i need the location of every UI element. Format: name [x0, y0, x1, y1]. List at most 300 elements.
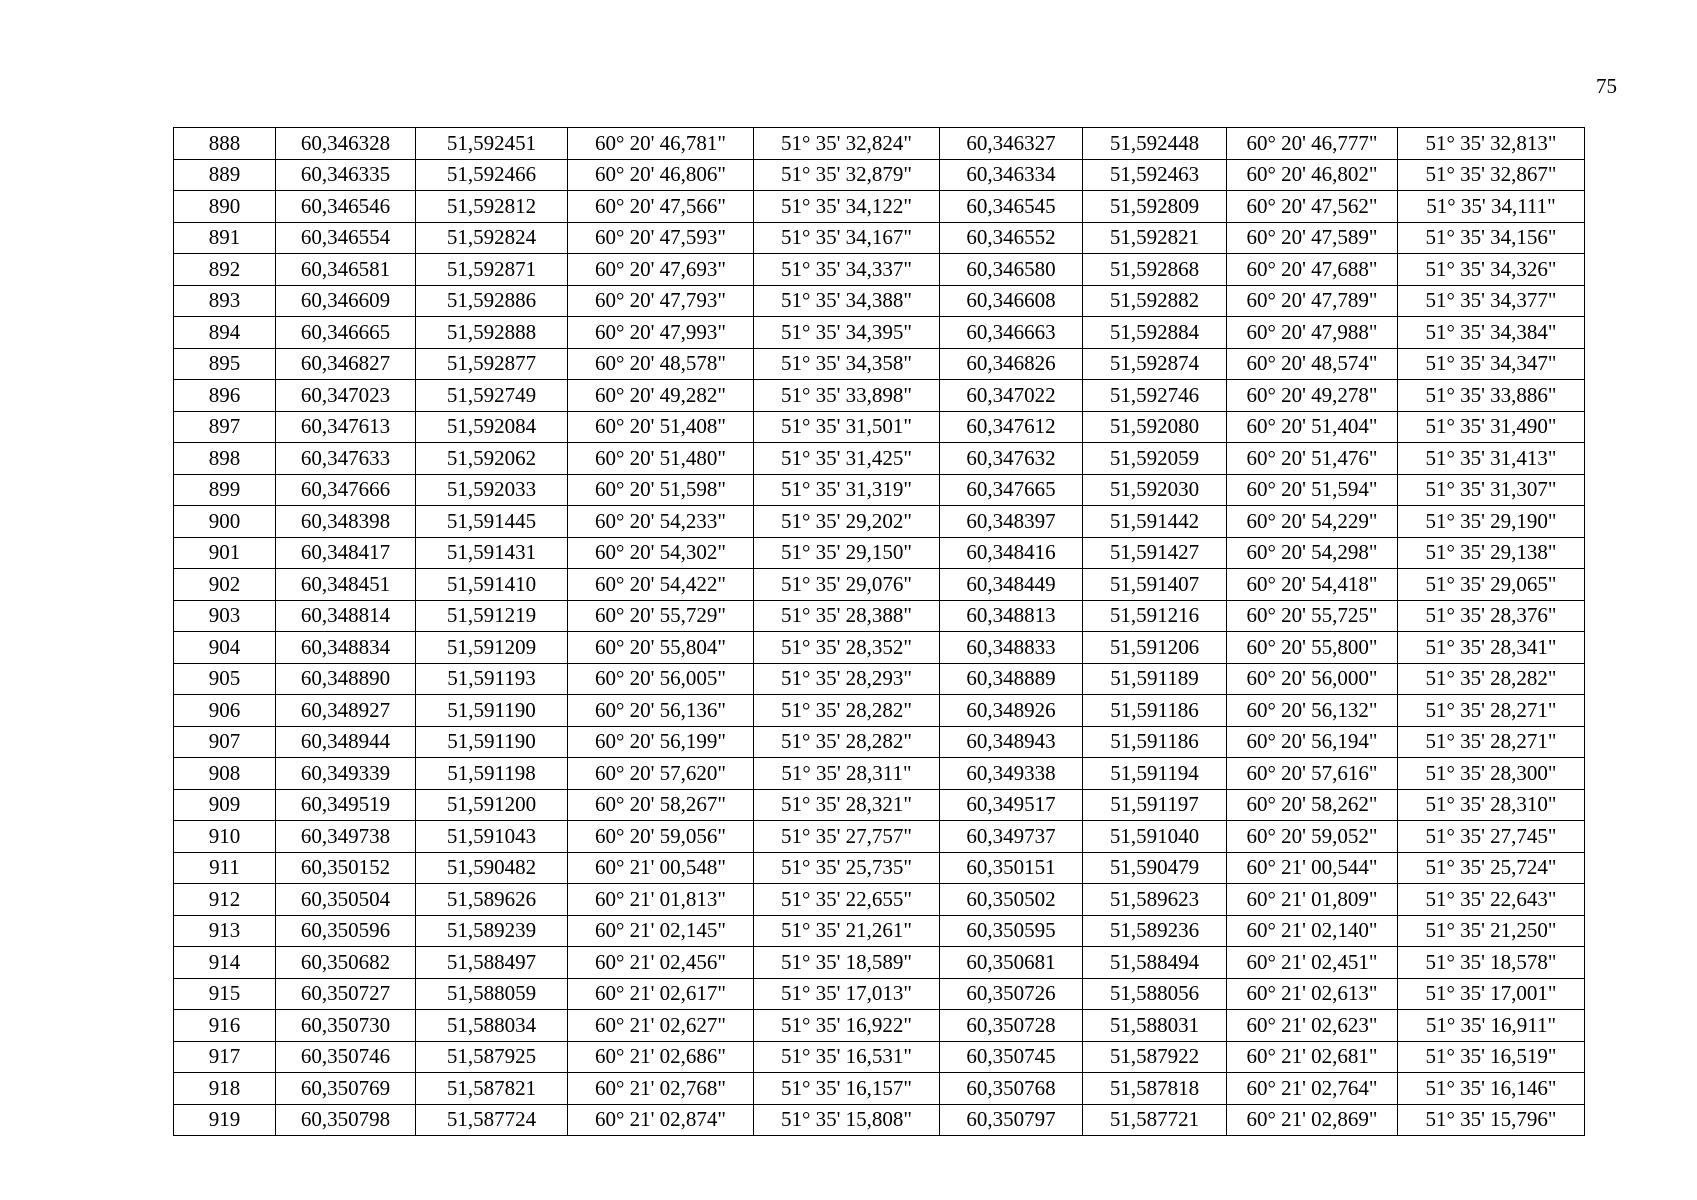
- table-row: [174, 1104, 1585, 1136]
- cell-longitude-decimal-2: 60,346580: [940, 254, 1083, 286]
- cell-latitude-decimal-2: 51,591427: [1083, 537, 1227, 569]
- cell-longitude-decimal-1: 60,349519: [276, 789, 416, 821]
- cell-longitude-dms-1: 60° 20' 55,804": [568, 632, 754, 664]
- cell-longitude-dms-2: 60° 21' 01,809": [1227, 884, 1398, 916]
- cell-latitude-decimal-1: 51,592888: [416, 317, 568, 349]
- cell-longitude-dms-2: 60° 20' 57,616": [1227, 758, 1398, 790]
- cell-latitude-decimal-1: 51,588497: [416, 947, 568, 979]
- cell-longitude-decimal-1: 60,347633: [276, 443, 416, 475]
- cell-longitude-decimal-1: 60,347666: [276, 474, 416, 506]
- cell-point-number: 896: [174, 380, 276, 412]
- cell-longitude-dms-1: 60° 21' 02,456": [568, 947, 754, 979]
- cell-longitude-dms-1: 60° 20' 54,302": [568, 537, 754, 569]
- cell-latitude-dms-1: 51° 35' 21,261": [754, 915, 940, 947]
- cell-longitude-dms-1: 60° 21' 02,874": [568, 1104, 754, 1136]
- cell-longitude-decimal-2: 60,347632: [940, 443, 1083, 475]
- table-row: [174, 128, 1585, 160]
- table-row: [174, 821, 1585, 853]
- table-row: [174, 222, 1585, 254]
- cell-longitude-dms-1: 60° 20' 56,005": [568, 663, 754, 695]
- cell-latitude-dms-1: 51° 35' 28,282": [754, 695, 940, 727]
- cell-longitude-dms-2: 60° 20' 47,789": [1227, 285, 1398, 317]
- cell-longitude-dms-2: 60° 20' 48,574": [1227, 348, 1398, 380]
- cell-longitude-decimal-1: 60,350798: [276, 1104, 416, 1136]
- cell-latitude-dms-2: 51° 35' 32,867": [1398, 159, 1585, 191]
- cell-latitude-decimal-1: 51,589239: [416, 915, 568, 947]
- cell-point-number: 918: [174, 1073, 276, 1105]
- cell-longitude-decimal-2: 60,347665: [940, 474, 1083, 506]
- cell-latitude-decimal-2: 51,592809: [1083, 191, 1227, 223]
- cell-longitude-decimal-1: 60,348834: [276, 632, 416, 664]
- cell-latitude-decimal-2: 51,591442: [1083, 506, 1227, 538]
- cell-longitude-decimal-2: 60,350768: [940, 1073, 1083, 1105]
- cell-latitude-decimal-1: 51,591219: [416, 600, 568, 632]
- cell-latitude-decimal-2: 51,592868: [1083, 254, 1227, 286]
- cell-longitude-decimal-2: 60,348833: [940, 632, 1083, 664]
- cell-latitude-decimal-2: 51,589236: [1083, 915, 1227, 947]
- cell-longitude-decimal-1: 60,350730: [276, 1010, 416, 1042]
- cell-longitude-dms-2: 60° 20' 47,688": [1227, 254, 1398, 286]
- cell-longitude-decimal-2: 60,347612: [940, 411, 1083, 443]
- cell-longitude-dms-1: 60° 20' 46,781": [568, 128, 754, 160]
- cell-latitude-dms-2: 51° 35' 31,307": [1398, 474, 1585, 506]
- cell-point-number: 890: [174, 191, 276, 223]
- cell-latitude-decimal-1: 51,592033: [416, 474, 568, 506]
- cell-point-number: 916: [174, 1010, 276, 1042]
- table-row: [174, 695, 1585, 727]
- cell-latitude-decimal-2: 51,592882: [1083, 285, 1227, 317]
- cell-latitude-dms-1: 51° 35' 28,321": [754, 789, 940, 821]
- cell-longitude-decimal-2: 60,346552: [940, 222, 1083, 254]
- cell-latitude-dms-2: 51° 35' 17,001": [1398, 978, 1585, 1010]
- cell-longitude-dms-2: 60° 21' 02,623": [1227, 1010, 1398, 1042]
- table-row: [174, 443, 1585, 475]
- cell-point-number: 901: [174, 537, 276, 569]
- cell-latitude-dms-2: 51° 35' 28,271": [1398, 726, 1585, 758]
- table-row: [174, 884, 1585, 916]
- cell-latitude-dms-1: 51° 35' 34,358": [754, 348, 940, 380]
- coordinates-table-body: [174, 128, 1585, 1136]
- cell-longitude-dms-2: 60° 20' 47,988": [1227, 317, 1398, 349]
- cell-longitude-decimal-2: 60,346663: [940, 317, 1083, 349]
- cell-point-number: 914: [174, 947, 276, 979]
- cell-latitude-decimal-2: 51,591186: [1083, 726, 1227, 758]
- cell-longitude-decimal-2: 60,348813: [940, 600, 1083, 632]
- table-row: [174, 663, 1585, 695]
- cell-latitude-dms-1: 51° 35' 15,808": [754, 1104, 940, 1136]
- table-row: [174, 191, 1585, 223]
- cell-latitude-dms-1: 51° 35' 31,319": [754, 474, 940, 506]
- cell-latitude-decimal-1: 51,592084: [416, 411, 568, 443]
- cell-latitude-decimal-2: 51,591189: [1083, 663, 1227, 695]
- cell-latitude-decimal-1: 51,592749: [416, 380, 568, 412]
- cell-longitude-dms-2: 60° 20' 59,052": [1227, 821, 1398, 853]
- cell-longitude-dms-1: 60° 20' 51,598": [568, 474, 754, 506]
- cell-latitude-decimal-1: 51,587821: [416, 1073, 568, 1105]
- cell-longitude-dms-2: 60° 20' 58,262": [1227, 789, 1398, 821]
- cell-longitude-dms-1: 60° 20' 55,729": [568, 600, 754, 632]
- cell-latitude-dms-2: 51° 35' 16,519": [1398, 1041, 1585, 1073]
- cell-latitude-dms-1: 51° 35' 34,122": [754, 191, 940, 223]
- cell-longitude-decimal-1: 60,348944: [276, 726, 416, 758]
- cell-latitude-dms-2: 51° 35' 34,384": [1398, 317, 1585, 349]
- cell-latitude-decimal-1: 51,591190: [416, 695, 568, 727]
- cell-latitude-decimal-2: 51,587818: [1083, 1073, 1227, 1105]
- cell-longitude-dms-2: 60° 20' 47,562": [1227, 191, 1398, 223]
- cell-latitude-decimal-1: 51,591200: [416, 789, 568, 821]
- cell-latitude-decimal-1: 51,591209: [416, 632, 568, 664]
- cell-latitude-decimal-1: 51,591445: [416, 506, 568, 538]
- cell-point-number: 908: [174, 758, 276, 790]
- cell-latitude-decimal-1: 51,591198: [416, 758, 568, 790]
- cell-longitude-dms-2: 60° 20' 54,298": [1227, 537, 1398, 569]
- cell-longitude-dms-2: 60° 21' 00,544": [1227, 852, 1398, 884]
- cell-longitude-dms-1: 60° 21' 02,145": [568, 915, 754, 947]
- cell-longitude-dms-1: 60° 20' 47,593": [568, 222, 754, 254]
- cell-latitude-decimal-1: 51,591410: [416, 569, 568, 601]
- cell-longitude-dms-2: 60° 20' 56,000": [1227, 663, 1398, 695]
- cell-longitude-decimal-1: 60,349738: [276, 821, 416, 853]
- cell-longitude-dms-2: 60° 20' 47,589": [1227, 222, 1398, 254]
- cell-latitude-dms-2: 51° 35' 31,413": [1398, 443, 1585, 475]
- cell-longitude-dms-2: 60° 21' 02,140": [1227, 915, 1398, 947]
- cell-longitude-decimal-2: 60,350681: [940, 947, 1083, 979]
- cell-longitude-dms-1: 60° 21' 01,813": [568, 884, 754, 916]
- cell-latitude-dms-1: 51° 35' 33,898": [754, 380, 940, 412]
- cell-latitude-dms-1: 51° 35' 34,395": [754, 317, 940, 349]
- cell-longitude-dms-2: 60° 20' 54,229": [1227, 506, 1398, 538]
- cell-longitude-dms-2: 60° 20' 46,802": [1227, 159, 1398, 191]
- cell-longitude-decimal-1: 60,348417: [276, 537, 416, 569]
- cell-longitude-decimal-1: 60,346609: [276, 285, 416, 317]
- cell-longitude-dms-2: 60° 20' 55,725": [1227, 600, 1398, 632]
- cell-latitude-decimal-1: 51,588034: [416, 1010, 568, 1042]
- cell-longitude-decimal-2: 60,347022: [940, 380, 1083, 412]
- cell-latitude-dms-2: 51° 35' 34,156": [1398, 222, 1585, 254]
- table-row: [174, 978, 1585, 1010]
- cell-longitude-decimal-1: 60,346328: [276, 128, 416, 160]
- table-row: [174, 600, 1585, 632]
- cell-longitude-dms-1: 60° 20' 59,056": [568, 821, 754, 853]
- cell-latitude-decimal-1: 51,592877: [416, 348, 568, 380]
- cell-point-number: 919: [174, 1104, 276, 1136]
- cell-latitude-dms-2: 51° 35' 16,146": [1398, 1073, 1585, 1105]
- table-row: [174, 1010, 1585, 1042]
- cell-longitude-dms-2: 60° 20' 46,777": [1227, 128, 1398, 160]
- cell-latitude-decimal-1: 51,592451: [416, 128, 568, 160]
- cell-latitude-dms-2: 51° 35' 32,813": [1398, 128, 1585, 160]
- cell-longitude-decimal-2: 60,350728: [940, 1010, 1083, 1042]
- cell-longitude-decimal-1: 60,350727: [276, 978, 416, 1010]
- cell-longitude-decimal-2: 60,350745: [940, 1041, 1083, 1073]
- cell-latitude-decimal-1: 51,588059: [416, 978, 568, 1010]
- table-row: [174, 317, 1585, 349]
- cell-latitude-decimal-2: 51,591407: [1083, 569, 1227, 601]
- cell-point-number: 897: [174, 411, 276, 443]
- cell-latitude-dms-1: 51° 35' 34,337": [754, 254, 940, 286]
- cell-longitude-decimal-2: 60,348889: [940, 663, 1083, 695]
- table-row: [174, 1041, 1585, 1073]
- cell-longitude-decimal-1: 60,348927: [276, 695, 416, 727]
- cell-longitude-dms-1: 60° 20' 49,282": [568, 380, 754, 412]
- cell-point-number: 904: [174, 632, 276, 664]
- cell-longitude-decimal-1: 60,346827: [276, 348, 416, 380]
- cell-point-number: 906: [174, 695, 276, 727]
- cell-longitude-decimal-1: 60,348890: [276, 663, 416, 695]
- cell-latitude-decimal-2: 51,589623: [1083, 884, 1227, 916]
- table-row: [174, 1073, 1585, 1105]
- cell-latitude-dms-2: 51° 35' 28,376": [1398, 600, 1585, 632]
- cell-longitude-dms-2: 60° 20' 55,800": [1227, 632, 1398, 664]
- cell-latitude-dms-1: 51° 35' 31,425": [754, 443, 940, 475]
- cell-latitude-dms-2: 51° 35' 33,886": [1398, 380, 1585, 412]
- table-row: [174, 254, 1585, 286]
- cell-latitude-decimal-2: 51,591186: [1083, 695, 1227, 727]
- cell-longitude-dms-1: 60° 20' 46,806": [568, 159, 754, 191]
- cell-latitude-decimal-2: 51,591216: [1083, 600, 1227, 632]
- table-row: [174, 632, 1585, 664]
- cell-point-number: 891: [174, 222, 276, 254]
- cell-longitude-decimal-1: 60,350682: [276, 947, 416, 979]
- cell-latitude-decimal-1: 51,592871: [416, 254, 568, 286]
- cell-latitude-dms-1: 51° 35' 16,922": [754, 1010, 940, 1042]
- cell-point-number: 905: [174, 663, 276, 695]
- cell-latitude-decimal-2: 51,588031: [1083, 1010, 1227, 1042]
- cell-latitude-dms-2: 51° 35' 28,341": [1398, 632, 1585, 664]
- cell-latitude-dms-2: 51° 35' 31,490": [1398, 411, 1585, 443]
- cell-latitude-dms-2: 51° 35' 29,138": [1398, 537, 1585, 569]
- cell-latitude-dms-2: 51° 35' 29,190": [1398, 506, 1585, 538]
- cell-longitude-decimal-1: 60,346554: [276, 222, 416, 254]
- cell-longitude-decimal-2: 60,350726: [940, 978, 1083, 1010]
- cell-longitude-decimal-2: 60,348449: [940, 569, 1083, 601]
- cell-longitude-decimal-2: 60,350595: [940, 915, 1083, 947]
- cell-longitude-dms-1: 60° 20' 57,620": [568, 758, 754, 790]
- cell-longitude-decimal-1: 60,349339: [276, 758, 416, 790]
- cell-latitude-decimal-2: 51,592746: [1083, 380, 1227, 412]
- cell-latitude-dms-1: 51° 35' 34,388": [754, 285, 940, 317]
- cell-longitude-dms-1: 60° 21' 00,548": [568, 852, 754, 884]
- cell-longitude-dms-2: 60° 21' 02,613": [1227, 978, 1398, 1010]
- cell-latitude-decimal-2: 51,591206: [1083, 632, 1227, 664]
- cell-latitude-dms-2: 51° 35' 28,271": [1398, 695, 1585, 727]
- cell-latitude-dms-2: 51° 35' 28,310": [1398, 789, 1585, 821]
- cell-point-number: 888: [174, 128, 276, 160]
- cell-longitude-decimal-2: 60,349517: [940, 789, 1083, 821]
- cell-latitude-decimal-2: 51,592448: [1083, 128, 1227, 160]
- cell-point-number: 894: [174, 317, 276, 349]
- table-row: [174, 726, 1585, 758]
- cell-latitude-decimal-2: 51,592821: [1083, 222, 1227, 254]
- cell-longitude-decimal-2: 60,350151: [940, 852, 1083, 884]
- cell-latitude-dms-2: 51° 35' 21,250": [1398, 915, 1585, 947]
- cell-longitude-dms-2: 60° 20' 49,278": [1227, 380, 1398, 412]
- cell-latitude-decimal-1: 51,591190: [416, 726, 568, 758]
- cell-latitude-dms-2: 51° 35' 15,796": [1398, 1104, 1585, 1136]
- cell-longitude-dms-1: 60° 20' 58,267": [568, 789, 754, 821]
- cell-longitude-decimal-2: 60,349737: [940, 821, 1083, 853]
- cell-longitude-decimal-2: 60,348926: [940, 695, 1083, 727]
- cell-latitude-dms-2: 51° 35' 18,578": [1398, 947, 1585, 979]
- cell-longitude-decimal-2: 60,346608: [940, 285, 1083, 317]
- cell-latitude-decimal-2: 51,592030: [1083, 474, 1227, 506]
- cell-point-number: 895: [174, 348, 276, 380]
- cell-latitude-decimal-1: 51,592886: [416, 285, 568, 317]
- cell-latitude-decimal-2: 51,588494: [1083, 947, 1227, 979]
- cell-longitude-decimal-1: 60,346665: [276, 317, 416, 349]
- cell-longitude-decimal-1: 60,347023: [276, 380, 416, 412]
- cell-latitude-decimal-1: 51,587724: [416, 1104, 568, 1136]
- table-row: [174, 915, 1585, 947]
- cell-latitude-decimal-2: 51,592874: [1083, 348, 1227, 380]
- cell-longitude-decimal-2: 60,346545: [940, 191, 1083, 223]
- cell-latitude-decimal-2: 51,592463: [1083, 159, 1227, 191]
- cell-longitude-decimal-1: 60,350504: [276, 884, 416, 916]
- cell-longitude-decimal-1: 60,346581: [276, 254, 416, 286]
- cell-latitude-decimal-2: 51,592059: [1083, 443, 1227, 475]
- cell-latitude-decimal-1: 51,592812: [416, 191, 568, 223]
- cell-longitude-dms-2: 60° 21' 02,681": [1227, 1041, 1398, 1073]
- cell-latitude-dms-1: 51° 35' 28,311": [754, 758, 940, 790]
- cell-longitude-decimal-2: 60,349338: [940, 758, 1083, 790]
- cell-longitude-dms-2: 60° 20' 56,132": [1227, 695, 1398, 727]
- cell-longitude-decimal-1: 60,347613: [276, 411, 416, 443]
- cell-latitude-dms-1: 51° 35' 34,167": [754, 222, 940, 254]
- cell-longitude-decimal-2: 60,346334: [940, 159, 1083, 191]
- cell-longitude-dms-1: 60° 20' 47,693": [568, 254, 754, 286]
- cell-latitude-decimal-1: 51,591043: [416, 821, 568, 853]
- cell-latitude-dms-1: 51° 35' 29,076": [754, 569, 940, 601]
- cell-longitude-dms-2: 60° 20' 51,476": [1227, 443, 1398, 475]
- cell-longitude-dms-2: 60° 20' 54,418": [1227, 569, 1398, 601]
- cell-latitude-decimal-1: 51,591193: [416, 663, 568, 695]
- cell-longitude-decimal-2: 60,346327: [940, 128, 1083, 160]
- cell-latitude-dms-1: 51° 35' 29,202": [754, 506, 940, 538]
- cell-point-number: 917: [174, 1041, 276, 1073]
- cell-latitude-decimal-1: 51,589626: [416, 884, 568, 916]
- cell-longitude-decimal-1: 60,350596: [276, 915, 416, 947]
- cell-longitude-dms-1: 60° 21' 02,627": [568, 1010, 754, 1042]
- cell-longitude-decimal-1: 60,350746: [276, 1041, 416, 1073]
- cell-longitude-decimal-2: 60,350502: [940, 884, 1083, 916]
- cell-latitude-dms-1: 51° 35' 28,388": [754, 600, 940, 632]
- cell-longitude-dms-1: 60° 20' 47,566": [568, 191, 754, 223]
- cell-longitude-decimal-2: 60,348397: [940, 506, 1083, 538]
- cell-point-number: 910: [174, 821, 276, 853]
- cell-latitude-dms-1: 51° 35' 32,879": [754, 159, 940, 191]
- cell-latitude-decimal-2: 51,587721: [1083, 1104, 1227, 1136]
- cell-longitude-dms-1: 60° 20' 54,422": [568, 569, 754, 601]
- cell-point-number: 911: [174, 852, 276, 884]
- cell-point-number: 892: [174, 254, 276, 286]
- cell-latitude-dms-2: 51° 35' 28,282": [1398, 663, 1585, 695]
- cell-longitude-dms-1: 60° 20' 54,233": [568, 506, 754, 538]
- cell-longitude-dms-2: 60° 20' 56,194": [1227, 726, 1398, 758]
- cell-point-number: 900: [174, 506, 276, 538]
- cell-latitude-dms-1: 51° 35' 18,589": [754, 947, 940, 979]
- cell-latitude-dms-1: 51° 35' 28,293": [754, 663, 940, 695]
- cell-longitude-dms-2: 60° 20' 51,594": [1227, 474, 1398, 506]
- cell-point-number: 893: [174, 285, 276, 317]
- cell-latitude-decimal-1: 51,592824: [416, 222, 568, 254]
- cell-longitude-dms-2: 60° 21' 02,764": [1227, 1073, 1398, 1105]
- cell-longitude-dms-2: 60° 21' 02,451": [1227, 947, 1398, 979]
- page-number: 75: [1596, 74, 1617, 98]
- cell-latitude-dms-1: 51° 35' 17,013": [754, 978, 940, 1010]
- table-row: [174, 789, 1585, 821]
- cell-longitude-dms-1: 60° 20' 56,199": [568, 726, 754, 758]
- cell-latitude-decimal-2: 51,591194: [1083, 758, 1227, 790]
- table-row: [174, 569, 1585, 601]
- cell-point-number: 913: [174, 915, 276, 947]
- cell-longitude-dms-1: 60° 20' 47,993": [568, 317, 754, 349]
- cell-longitude-decimal-1: 60,350769: [276, 1073, 416, 1105]
- cell-latitude-dms-1: 51° 35' 29,150": [754, 537, 940, 569]
- cell-latitude-decimal-2: 51,591197: [1083, 789, 1227, 821]
- cell-latitude-decimal-1: 51,592062: [416, 443, 568, 475]
- cell-latitude-decimal-2: 51,587922: [1083, 1041, 1227, 1073]
- cell-latitude-dms-2: 51° 35' 28,300": [1398, 758, 1585, 790]
- cell-latitude-dms-2: 51° 35' 34,377": [1398, 285, 1585, 317]
- cell-longitude-dms-1: 60° 21' 02,686": [568, 1041, 754, 1073]
- cell-longitude-decimal-1: 60,346335: [276, 159, 416, 191]
- table-row: [174, 758, 1585, 790]
- cell-latitude-decimal-1: 51,590482: [416, 852, 568, 884]
- cell-longitude-dms-1: 60° 20' 51,408": [568, 411, 754, 443]
- cell-point-number: 899: [174, 474, 276, 506]
- table-row: [174, 411, 1585, 443]
- table-row: [174, 506, 1585, 538]
- cell-longitude-dms-1: 60° 20' 51,480": [568, 443, 754, 475]
- cell-latitude-dms-1: 51° 35' 28,352": [754, 632, 940, 664]
- cell-latitude-decimal-2: 51,591040: [1083, 821, 1227, 853]
- cell-latitude-dms-1: 51° 35' 16,157": [754, 1073, 940, 1105]
- cell-longitude-dms-1: 60° 20' 56,136": [568, 695, 754, 727]
- cell-latitude-decimal-2: 51,592884: [1083, 317, 1227, 349]
- cell-longitude-decimal-1: 60,350152: [276, 852, 416, 884]
- cell-longitude-decimal-2: 60,346826: [940, 348, 1083, 380]
- table-row: [174, 380, 1585, 412]
- cell-longitude-decimal-1: 60,346546: [276, 191, 416, 223]
- cell-longitude-dms-1: 60° 20' 47,793": [568, 285, 754, 317]
- cell-latitude-dms-2: 51° 35' 34,111": [1398, 191, 1585, 223]
- cell-longitude-decimal-1: 60,348814: [276, 600, 416, 632]
- cell-point-number: 915: [174, 978, 276, 1010]
- cell-point-number: 889: [174, 159, 276, 191]
- cell-latitude-decimal-2: 51,588056: [1083, 978, 1227, 1010]
- cell-latitude-dms-2: 51° 35' 27,745": [1398, 821, 1585, 853]
- cell-point-number: 907: [174, 726, 276, 758]
- cell-point-number: 903: [174, 600, 276, 632]
- cell-latitude-dms-2: 51° 35' 34,326": [1398, 254, 1585, 286]
- table-row: [174, 852, 1585, 884]
- cell-point-number: 898: [174, 443, 276, 475]
- cell-point-number: 902: [174, 569, 276, 601]
- cell-longitude-dms-1: 60° 21' 02,768": [568, 1073, 754, 1105]
- cell-longitude-dms-1: 60° 20' 48,578": [568, 348, 754, 380]
- cell-latitude-decimal-2: 51,590479: [1083, 852, 1227, 884]
- cell-longitude-decimal-1: 60,348398: [276, 506, 416, 538]
- coordinates-table: [173, 127, 1585, 1136]
- table-row: [174, 947, 1585, 979]
- cell-latitude-decimal-1: 51,591431: [416, 537, 568, 569]
- cell-longitude-decimal-2: 60,348416: [940, 537, 1083, 569]
- cell-longitude-dms-2: 60° 21' 02,869": [1227, 1104, 1398, 1136]
- table-row: [174, 537, 1585, 569]
- cell-longitude-dms-1: 60° 21' 02,617": [568, 978, 754, 1010]
- cell-latitude-decimal-1: 51,592466: [416, 159, 568, 191]
- cell-latitude-dms-1: 51° 35' 32,824": [754, 128, 940, 160]
